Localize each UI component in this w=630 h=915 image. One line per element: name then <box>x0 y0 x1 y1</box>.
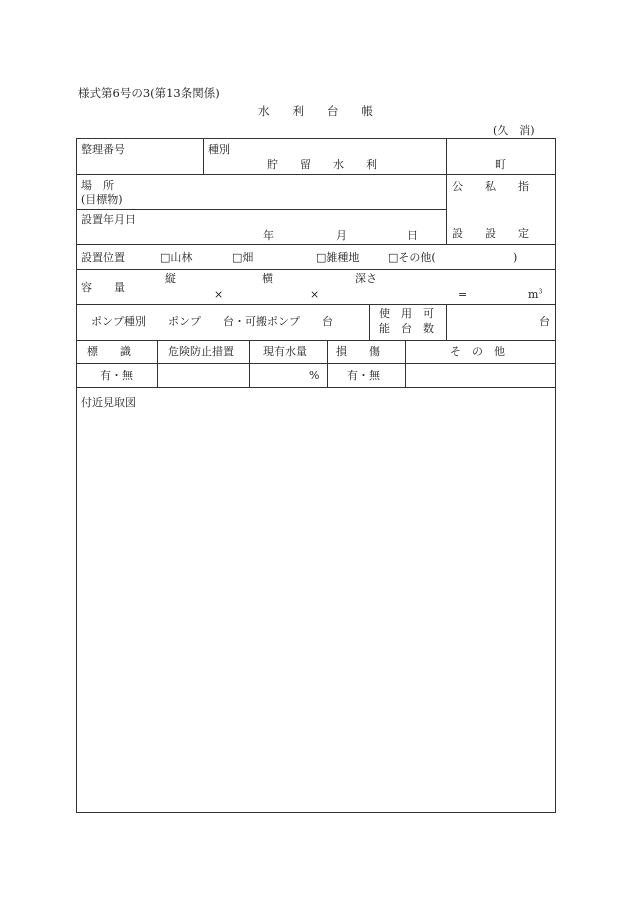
col-divider <box>446 304 447 340</box>
checkbox-sonota[interactable]: □その他( <box>388 251 436 264</box>
row-divider <box>76 244 556 245</box>
equals-symbol: = <box>458 288 468 301</box>
kiken-boshi-header: 危険防止措置 <box>168 345 234 358</box>
department-stamp: (久 消) <box>493 124 535 137</box>
col-divider <box>157 340 158 387</box>
col-divider <box>203 138 204 174</box>
col-divider <box>249 340 250 387</box>
row-divider <box>76 209 446 210</box>
day-label: 日 <box>407 229 418 242</box>
genyu-suiryo-header: 現有水量 <box>263 345 307 358</box>
settei-label: 設 設 定 <box>452 227 529 240</box>
times-symbol-2: × <box>310 288 320 301</box>
shubetsu-label: 種別 <box>208 143 230 156</box>
row-divider <box>76 304 556 305</box>
sonsho-header: 損 傷 <box>336 345 380 358</box>
col-divider <box>446 138 447 244</box>
shubetsu-value: 貯 留 水 利 <box>267 158 377 171</box>
row-divider <box>76 387 556 388</box>
sonota-header: そ の 他 <box>450 345 505 358</box>
pump-type-text: ポンプ種別 ポンプ 台・可搬ポンプ 台 <box>91 315 333 328</box>
shiyo-kano-label-2: 能 台 数 <box>379 322 434 335</box>
setchi-date-label: 設置年月日 <box>81 213 136 226</box>
mokuhyobutsu-label: (目標物) <box>81 193 123 206</box>
col-divider <box>327 340 328 387</box>
checkbox-hatake[interactable]: □畑 <box>232 251 254 264</box>
times-symbol-1: × <box>214 288 224 301</box>
genyu-suiryo-value[interactable]: % <box>309 369 320 382</box>
cubic-meter-unit <box>528 288 542 301</box>
yoryo-label: 容 量 <box>81 281 125 294</box>
yoko-label: 横 <box>262 272 273 285</box>
fukasa-label: 深さ <box>355 272 377 285</box>
basho-label: 場 所 <box>81 179 114 192</box>
tate-label: 縦 <box>165 272 176 285</box>
form-number: 様式第6号の3(第13条関係) <box>78 86 220 100</box>
col-divider <box>405 340 406 387</box>
row-divider <box>76 340 556 341</box>
hyoshiki-header: 標 識 <box>87 345 131 358</box>
fukin-mitorizu-label: 付近見取図 <box>81 396 136 409</box>
row-divider <box>76 269 556 270</box>
setchi-ichi-label: 設置位置 <box>81 251 125 264</box>
koshi-label: 公 私 指 <box>452 180 529 193</box>
hyoshiki-value[interactable]: 有・無 <box>100 369 133 382</box>
machi-label: 町 <box>495 158 506 171</box>
sonsho-value[interactable]: 有・無 <box>347 369 380 382</box>
col-divider <box>369 304 370 340</box>
shiyo-kano-label-1: 使 用 可 <box>379 307 434 320</box>
page-title: 水 利 台 帳 <box>258 104 373 118</box>
checkbox-zasshuchi[interactable]: □雑種地 <box>316 251 360 264</box>
row-divider <box>76 174 556 175</box>
dai-unit: 台 <box>539 315 550 328</box>
unit-superscript: 3 <box>538 288 543 296</box>
month-label: 月 <box>336 229 347 242</box>
row-divider <box>76 363 556 364</box>
unit-base: m <box>528 288 539 301</box>
sonota-close-paren: ) <box>513 251 518 264</box>
seiri-bango-label: 整理番号 <box>81 143 125 156</box>
year-label: 年 <box>263 229 274 242</box>
checkbox-sanrin[interactable]: □山林 <box>160 251 193 264</box>
